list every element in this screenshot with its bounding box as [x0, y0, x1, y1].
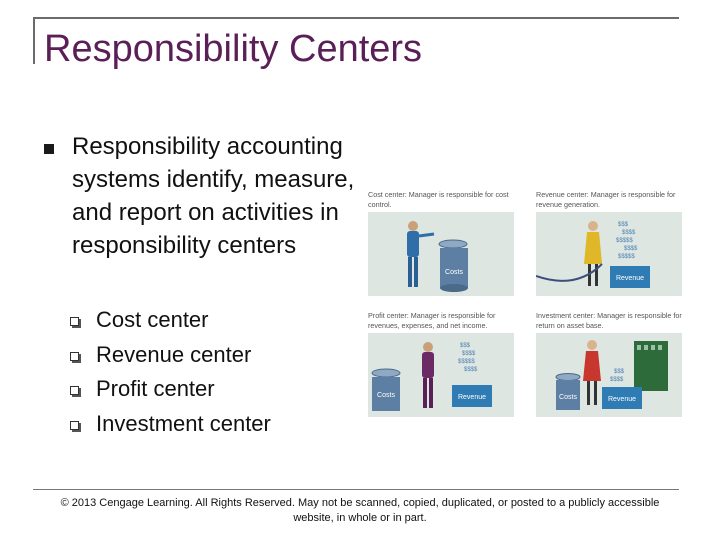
cost-center-illustration: [368, 212, 514, 296]
profit-center-illustration: [368, 333, 514, 417]
manager-figure-icon: [422, 342, 434, 408]
svg-text:Costs: Costs: [559, 394, 577, 401]
bullet-square-icon: [44, 144, 54, 154]
checkbox-bullet-icon: [70, 421, 79, 430]
svg-text:$$$$$: $$$$$: [618, 254, 635, 260]
title-frame-left: [33, 17, 35, 64]
panel-caption: Cost center: Manager is responsible for cost control.: [368, 190, 509, 209]
costs-bin-icon: [439, 240, 468, 292]
factory-building-icon: [634, 341, 668, 391]
revenue-center-panel: [536, 190, 682, 296]
revenue-box-icon: [452, 385, 492, 407]
dollar-coins-icon: [458, 343, 478, 373]
svg-text:Costs: Costs: [445, 269, 463, 276]
dollar-coins-icon: [616, 222, 638, 260]
svg-text:$$$$: $$$$: [624, 246, 638, 252]
profit-center-panel: [368, 311, 514, 417]
dollar-coins-icon: [610, 369, 625, 383]
manager-figure-icon: [583, 340, 601, 405]
panel-caption: Revenue center: Manager is responsible for revenue generation.: [536, 190, 676, 209]
svg-text:$$$$: $$$$: [610, 377, 624, 383]
title-frame-top: [33, 17, 679, 19]
svg-text:$$$$: $$$$: [622, 230, 636, 236]
costs-bin-icon: [556, 374, 580, 411]
svg-text:$$$: $$$: [460, 343, 471, 349]
checkbox-bullet-icon: [70, 317, 79, 326]
revenue-box-icon: [610, 266, 650, 288]
revenue-center-illustration: [536, 212, 682, 296]
svg-text:Revenue: Revenue: [457, 394, 487, 401]
investment-center-panel: [536, 311, 682, 417]
costs-bin-icon: [372, 369, 400, 411]
copyright-footer: © 2013 Cengage Learning. All Rights Reserved. May not be scanned, copied, duplicated, or posted to a publicly accessible website, in whole or in part.: [60, 497, 660, 524]
svg-text:$$$$: $$$$: [462, 351, 476, 357]
checkbox-bullet-icon: [70, 386, 79, 395]
panel-caption: Investment center: Manager is responsible for return on asset base.: [536, 311, 682, 330]
svg-text:Revenue: Revenue: [607, 396, 637, 403]
footer-divider: [33, 489, 679, 490]
hose-icon: [536, 264, 602, 281]
svg-text:Revenue: Revenue: [615, 275, 645, 282]
svg-text:$$$: $$$: [618, 222, 629, 228]
svg-text:$$$$$: $$$$$: [616, 238, 633, 244]
revenue-box-icon: [602, 387, 642, 409]
svg-text:$$$$: $$$$: [464, 367, 478, 373]
panel-caption: Profit center: Manager is responsible for revenues, expenses, and net income.: [368, 311, 496, 330]
manager-figure-icon: [407, 221, 434, 287]
svg-text:$$$: $$$: [614, 369, 625, 375]
svg-text:$$$$$: $$$$$: [458, 359, 475, 365]
checkbox-bullet-icon: [70, 352, 79, 361]
svg-text:Costs: Costs: [377, 392, 395, 399]
investment-center-illustration: [536, 333, 682, 417]
cost-center-panel: [368, 190, 514, 296]
main-bullet-text: Responsibility accounting systems identify, measure, and report on activities in responsibility centers: [72, 133, 355, 259]
slide-title: Responsibility Centers: [44, 28, 423, 70]
